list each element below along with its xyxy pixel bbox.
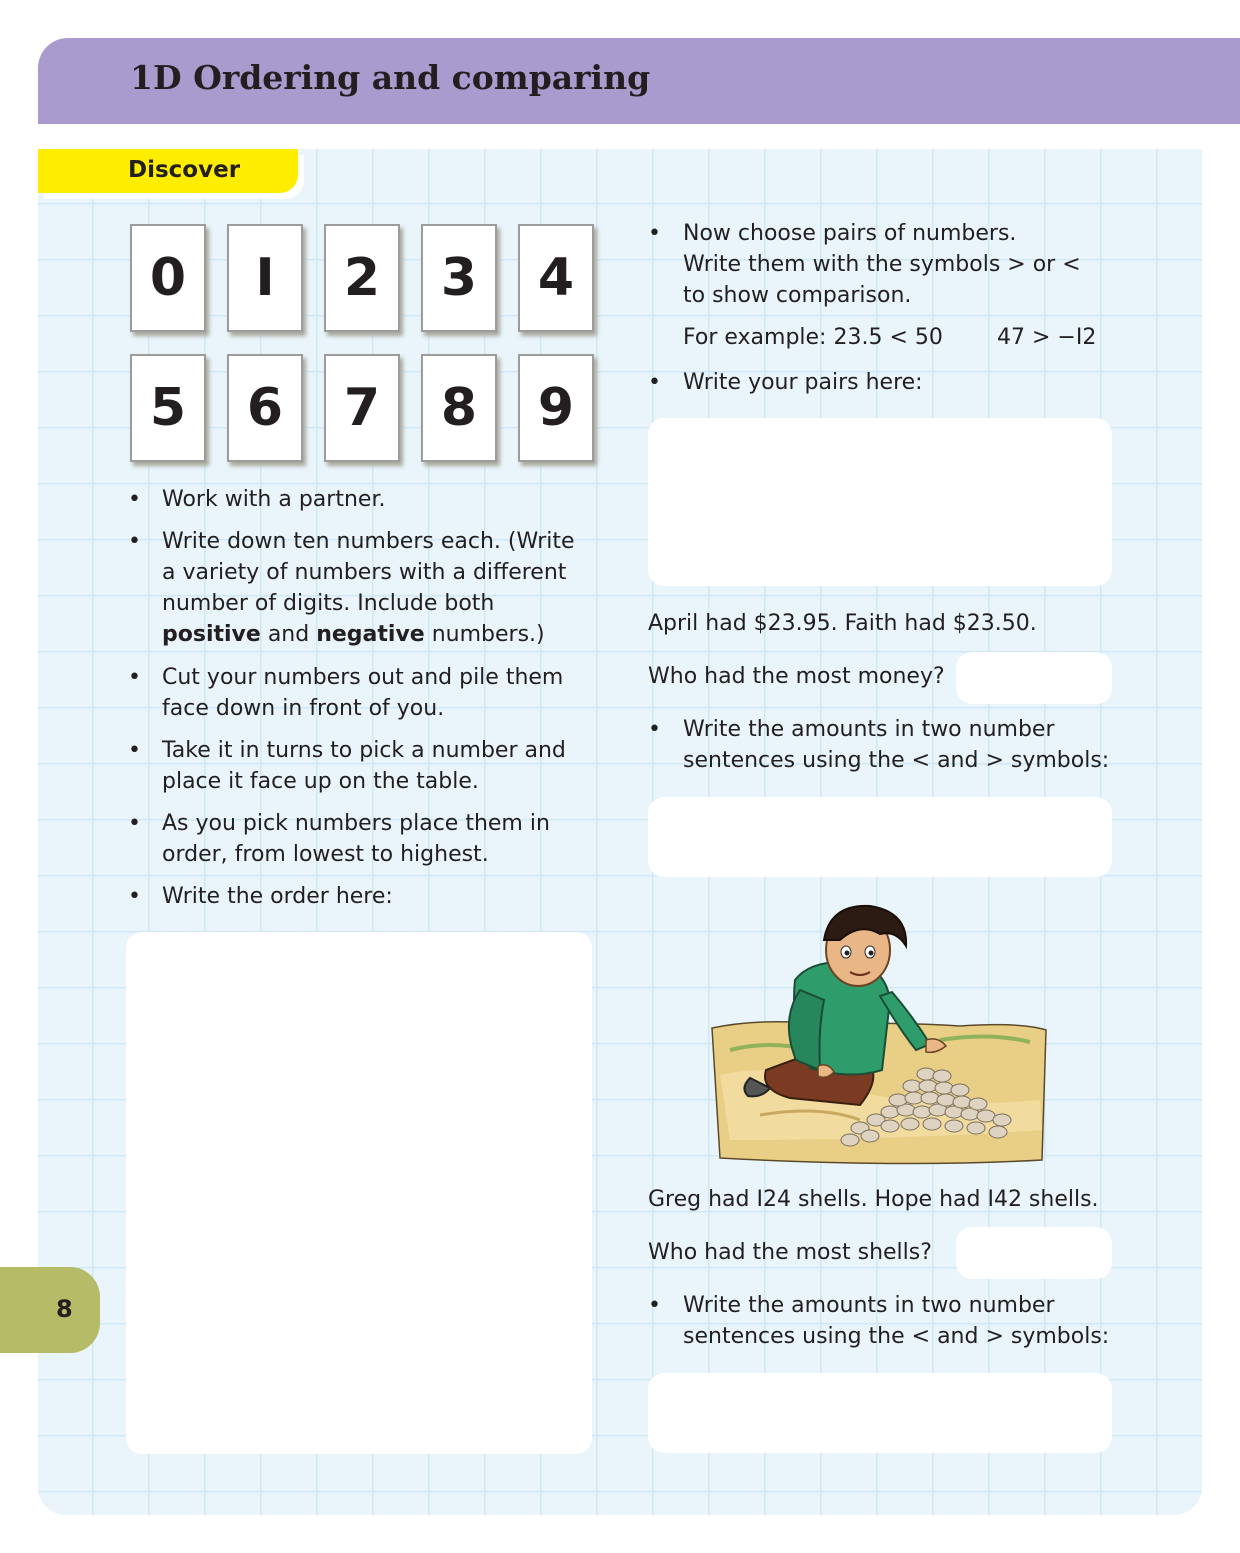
- and-text: and: [260, 622, 317, 647]
- number-card: 5: [130, 354, 206, 462]
- shells-sentences-box[interactable]: [648, 1373, 1112, 1453]
- question-text: Greg had I24 shells. Hope had I42 shells.: [648, 1187, 1099, 1212]
- bullet-icon: •: [128, 487, 141, 512]
- instruction-text: As you pick numbers place them in: [162, 811, 550, 836]
- number-card: 2: [324, 224, 400, 332]
- page-number-tab: [0, 1267, 100, 1353]
- bullet-icon: •: [128, 884, 141, 909]
- instruction-text: place it face up on the table.: [162, 769, 479, 794]
- bold-positive: positive: [162, 622, 261, 647]
- number-card: 3: [421, 224, 497, 332]
- money-answer-box[interactable]: [956, 652, 1112, 704]
- number-card: I: [227, 224, 303, 332]
- instruction-text: sentences using the < and > symbols:: [683, 748, 1110, 773]
- bold-negative: negative: [316, 622, 425, 647]
- instruction-text: Write the amounts in two number: [683, 1293, 1055, 1318]
- instruction-text: Write them with the symbols > or <: [683, 252, 1081, 277]
- instruction-text: Write the amounts in two number: [683, 717, 1055, 742]
- number-card: 0: [130, 224, 206, 332]
- instruction-text: Take it in turns to pick a number and: [162, 738, 566, 763]
- instruction-text: Now choose pairs of numbers.: [683, 221, 1017, 246]
- numbers-text: numbers.): [424, 622, 545, 647]
- bullet-icon: •: [648, 370, 661, 395]
- section-label: Discover: [128, 157, 241, 183]
- instruction-text: sentences using the < and > symbols:: [683, 1324, 1110, 1349]
- example-text: 47 > −I2: [997, 325, 1097, 350]
- instruction-text: face down in front of you.: [162, 696, 445, 721]
- bullet-icon: •: [648, 1293, 661, 1318]
- section-tab: [38, 149, 298, 193]
- page-title: 1D Ordering and comparing: [130, 58, 651, 97]
- instruction-text: Write down ten numbers each. (Write: [162, 529, 575, 554]
- number-card: 4: [518, 224, 594, 332]
- example-text: For example: 23.5 < 50: [683, 325, 943, 350]
- number-card: 7: [324, 354, 400, 462]
- instruction-text: to show comparison.: [683, 283, 912, 308]
- pairs-answer-box[interactable]: [648, 418, 1112, 586]
- order-answer-box[interactable]: [126, 932, 592, 1454]
- instruction-text: Cut your numbers out and pile them: [162, 665, 564, 690]
- number-card: 8: [421, 354, 497, 462]
- instruction-text: [162, 619, 545, 650]
- instruction-text: Work with a partner.: [162, 487, 386, 512]
- bullet-icon: •: [128, 665, 141, 690]
- bullet-icon: •: [128, 529, 141, 554]
- money-sentences-box[interactable]: [648, 797, 1112, 877]
- page-number: 8: [56, 1295, 73, 1323]
- question-text: April had $23.95. Faith had $23.50.: [648, 611, 1037, 636]
- instruction-text: Write the order here:: [162, 884, 393, 909]
- instruction-text: number of digits. Include both: [162, 591, 495, 616]
- question-text: Who had the most money?: [648, 664, 945, 689]
- bullet-icon: •: [648, 221, 661, 246]
- boy-with-shells-illustration: [700, 900, 1060, 1170]
- bullet-icon: •: [128, 738, 141, 763]
- question-text: Who had the most shells?: [648, 1240, 932, 1265]
- bullet-icon: •: [128, 811, 141, 836]
- shells-answer-box[interactable]: [956, 1227, 1112, 1279]
- number-card: 6: [227, 354, 303, 462]
- instruction-text: a variety of numbers with a different: [162, 560, 567, 585]
- bullet-icon: •: [648, 717, 661, 742]
- chapter-header: [38, 38, 1240, 124]
- number-card: 9: [518, 354, 594, 462]
- instruction-text: order, from lowest to highest.: [162, 842, 489, 867]
- instruction-text: Write your pairs here:: [683, 370, 923, 395]
